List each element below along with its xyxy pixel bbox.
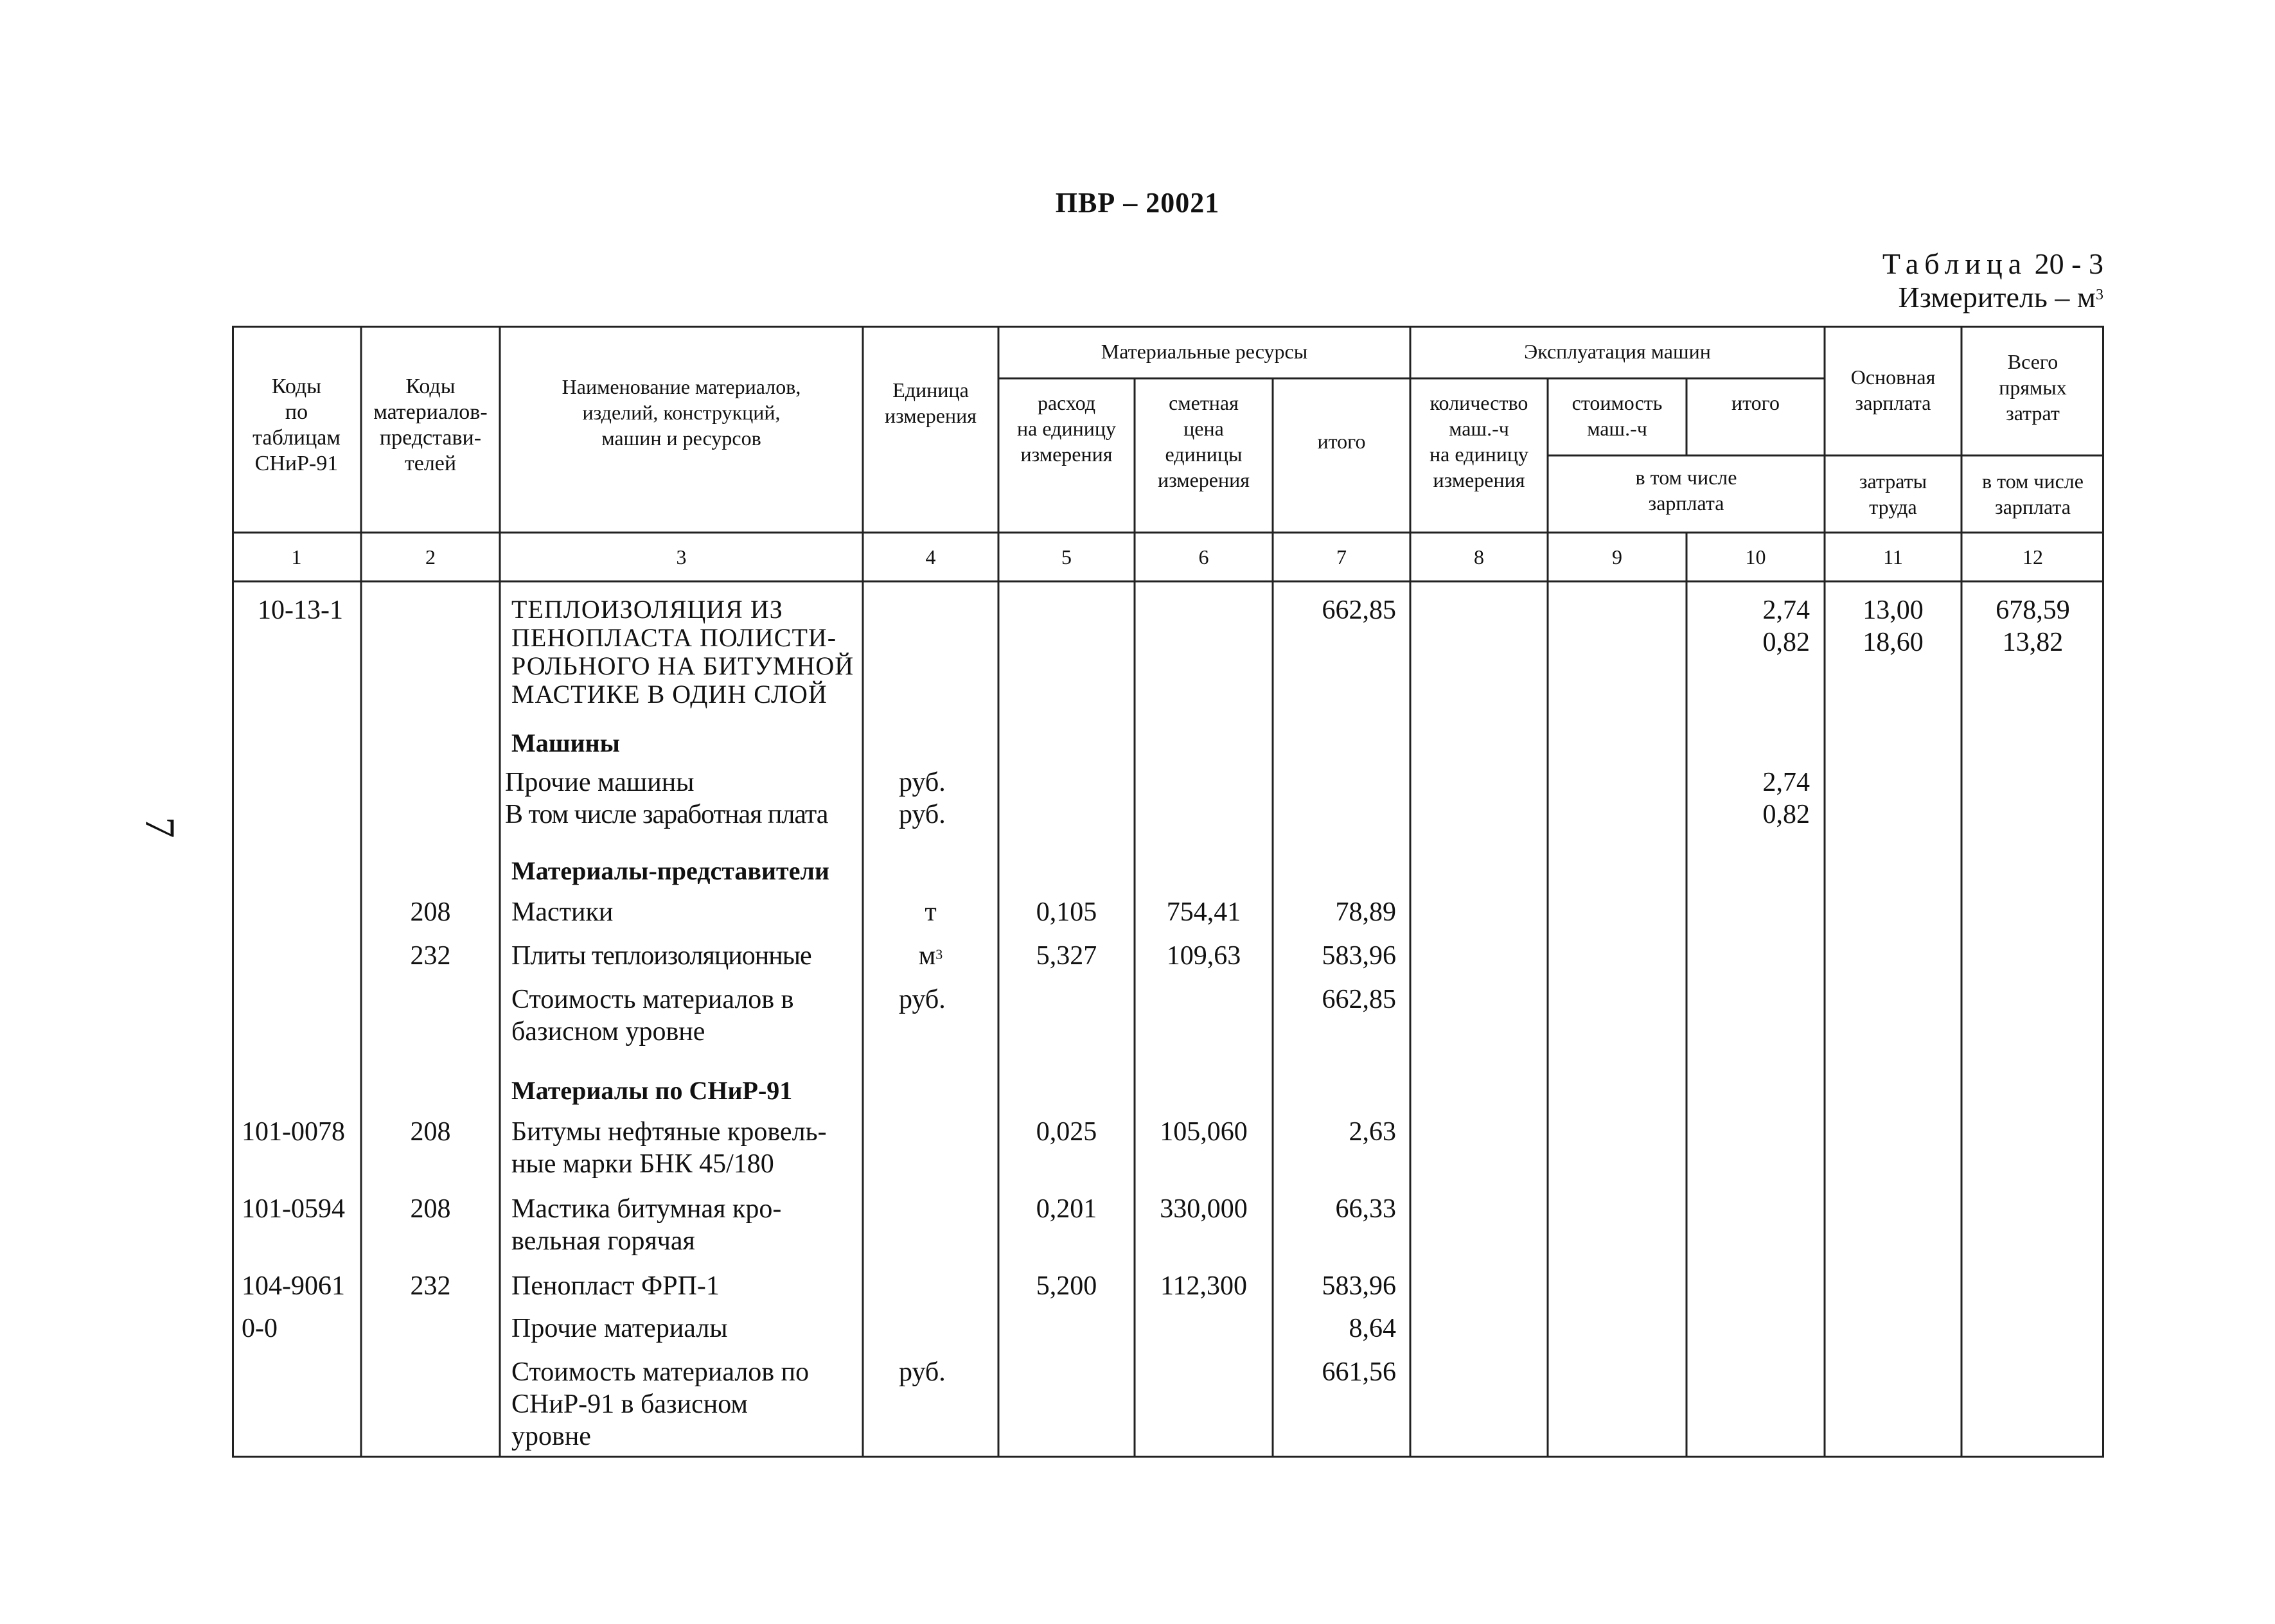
main-name-line-2: ПЕНОПЛАСТА ПОЛИСТИ- [511, 623, 837, 652]
mastics-rate: 0,105 [1036, 897, 1097, 927]
mastic-hot-rep: 208 [410, 1194, 451, 1224]
header-machines-wage-sub: в том числе зарплата [1635, 466, 1737, 515]
table-caption [1882, 247, 2103, 281]
plates-rate: 5,327 [1036, 941, 1097, 971]
foam-code: 104-9061 [242, 1271, 345, 1301]
cost-snip-line-3: уровне [511, 1422, 591, 1451]
plates-unit-label: м [918, 941, 936, 971]
column-number-2: 2 [425, 545, 436, 569]
column-number-12: 12 [2023, 545, 2043, 569]
column-number-3: 3 [676, 545, 687, 569]
cost-snip-unit: руб. [899, 1357, 946, 1387]
plates-total: 583,96 [1322, 941, 1396, 971]
table-label [1882, 247, 2103, 314]
cost-base-line-2: базисном уровне [511, 1017, 705, 1046]
plates-unit [863, 940, 998, 972]
header-price: сметная цена единицы измерения [1158, 391, 1250, 491]
plates-unit-power: 3 [935, 946, 943, 962]
plates-name: Плиты теплоизоляционные [511, 941, 811, 971]
other-machines-value: 2,74 [1762, 768, 1810, 797]
table-number: 20 - 3 [2034, 247, 2103, 280]
column-number-10: 10 [1745, 545, 1766, 569]
column-number-6: 6 [1198, 545, 1209, 569]
column-number-11: 11 [1883, 545, 1903, 569]
bitumen-name-line-2: ные марки БНК 45/180 [511, 1149, 774, 1179]
column-number-1: 1 [291, 545, 302, 569]
header-base-wage: Основная зарплата [1850, 366, 1936, 414]
main-direct-wage: 13,82 [2002, 628, 2064, 657]
main-code: 10-13-1 [258, 596, 343, 625]
other-machines-name: Прочие машины [505, 768, 695, 797]
foam-rate: 5,200 [1036, 1271, 1097, 1301]
foam-total: 583,96 [1322, 1271, 1396, 1301]
column-number-4: 4 [925, 545, 936, 569]
mastic-hot-code: 101-0594 [242, 1194, 345, 1224]
plates-price: 109,63 [1166, 941, 1241, 971]
main-machines-wage: 0,82 [1762, 628, 1810, 657]
cost-base-unit: руб. [899, 985, 946, 1014]
snip-heading: Материалы по СНиР-91 [511, 1076, 793, 1105]
other-materials-total: 8,64 [1349, 1314, 1396, 1343]
column-number-5: 5 [1061, 545, 1072, 569]
plates-rep: 232 [410, 941, 451, 971]
machines-heading: Машины [511, 728, 620, 757]
mastics-rep: 208 [410, 897, 451, 927]
mastic-hot-name-line-2: вельная горячая [511, 1226, 695, 1256]
cost-base-line-1: Стоимость материалов в [511, 985, 794, 1014]
main-machines-total: 2,74 [1762, 596, 1810, 625]
unit-measure [1882, 281, 2103, 314]
other-machines-unit: руб. [899, 768, 946, 797]
column-number-9: 9 [1612, 545, 1622, 569]
unit-label: Измеритель – м [1898, 281, 2096, 313]
bitumen-rep: 208 [410, 1117, 451, 1147]
header-labor: затраты труда [1859, 470, 1927, 518]
mastics-total: 78,89 [1335, 897, 1396, 927]
cost-snip-line-2: СНиР-91 в базисном [511, 1390, 748, 1419]
header-direct-wage: в том числе зарплата [1982, 470, 2084, 518]
bitumen-total: 2,63 [1349, 1117, 1396, 1147]
main-direct-total: 678,59 [1996, 596, 2070, 625]
main-name-line-1: ТЕПЛОИЗОЛЯЦИЯ ИЗ [511, 595, 783, 624]
header-materials-total: итого [1317, 430, 1366, 453]
header-unit: Единица измерения [885, 378, 977, 427]
column-number-7: 7 [1336, 545, 1347, 569]
header-direct-total: Всего прямых затрат [1999, 350, 2067, 425]
table-word: Таблица [1882, 247, 2028, 280]
document-title: ПВР – 20021 [1055, 187, 1220, 218]
other-materials-name: Прочие материалы [511, 1314, 728, 1343]
machines-wage-value: 0,82 [1762, 800, 1810, 829]
cost-snip-total: 661,56 [1322, 1357, 1396, 1387]
bitumen-code: 101-0078 [242, 1117, 345, 1147]
main-name-line-3: РОЛЬНОГО НА БИТУМНОЙ [511, 651, 854, 680]
header-machine-hours: количество маш.-ч на единицу измерения [1430, 391, 1528, 491]
column-number-8: 8 [1474, 545, 1484, 569]
mastics-name: Мастики [511, 897, 614, 927]
header-name: Наименование материалов, изделий, конструкций, машин и ресурсов [562, 375, 801, 450]
unit-power: 3 [2096, 287, 2103, 303]
header-machine-cost: стоимость маш.-ч [1571, 391, 1663, 440]
resource-table [232, 326, 2104, 1458]
cost-base-total: 662,85 [1322, 985, 1396, 1014]
bitumen-rate: 0,025 [1036, 1117, 1097, 1147]
main-labor: 18,60 [1863, 628, 1924, 657]
representatives-heading: Материалы-представители [511, 856, 829, 885]
header-machines-total: итого [1731, 391, 1780, 414]
other-materials-code: 0-0 [242, 1314, 278, 1343]
foam-price: 112,300 [1160, 1271, 1247, 1301]
header-group-materials: Материальные ресурсы [1101, 340, 1308, 363]
mastics-price: 754,41 [1166, 897, 1241, 927]
mastic-hot-price: 330,000 [1160, 1194, 1248, 1224]
main-base-wage: 13,00 [1863, 596, 1924, 625]
header-codes-representatives: Коды материалов- представи- телей [373, 375, 488, 475]
mastic-hot-name-line-1: Мастика битумная кро- [511, 1194, 782, 1224]
machines-wage-name: В том числе заработная плата [505, 800, 828, 829]
foam-name: Пенопласт ФРП-1 [511, 1271, 720, 1301]
mastic-hot-total: 66,33 [1335, 1194, 1396, 1224]
bitumen-name-line-1: Битумы нефтяные кровель- [511, 1117, 827, 1147]
main-materials-total: 662,85 [1322, 596, 1396, 625]
main-name-line-4: МАСТИКЕ В ОДИН СЛОЙ [511, 680, 828, 709]
mastic-hot-rate: 0,201 [1036, 1194, 1097, 1224]
foam-rep: 232 [410, 1271, 451, 1301]
cost-snip-line-1: Стоимость материалов по [511, 1357, 810, 1387]
header-codes-snip: Коды по таблицам СНиР-91 [252, 375, 341, 475]
bitumen-price: 105,060 [1160, 1117, 1248, 1147]
header-rate: расход на единицу измерения [1017, 391, 1116, 466]
machines-wage-unit: руб. [899, 800, 946, 829]
header-group-machines: Эксплуатация машин [1524, 340, 1711, 363]
mastics-unit: т [925, 897, 937, 927]
page-number: 7 [136, 816, 184, 838]
